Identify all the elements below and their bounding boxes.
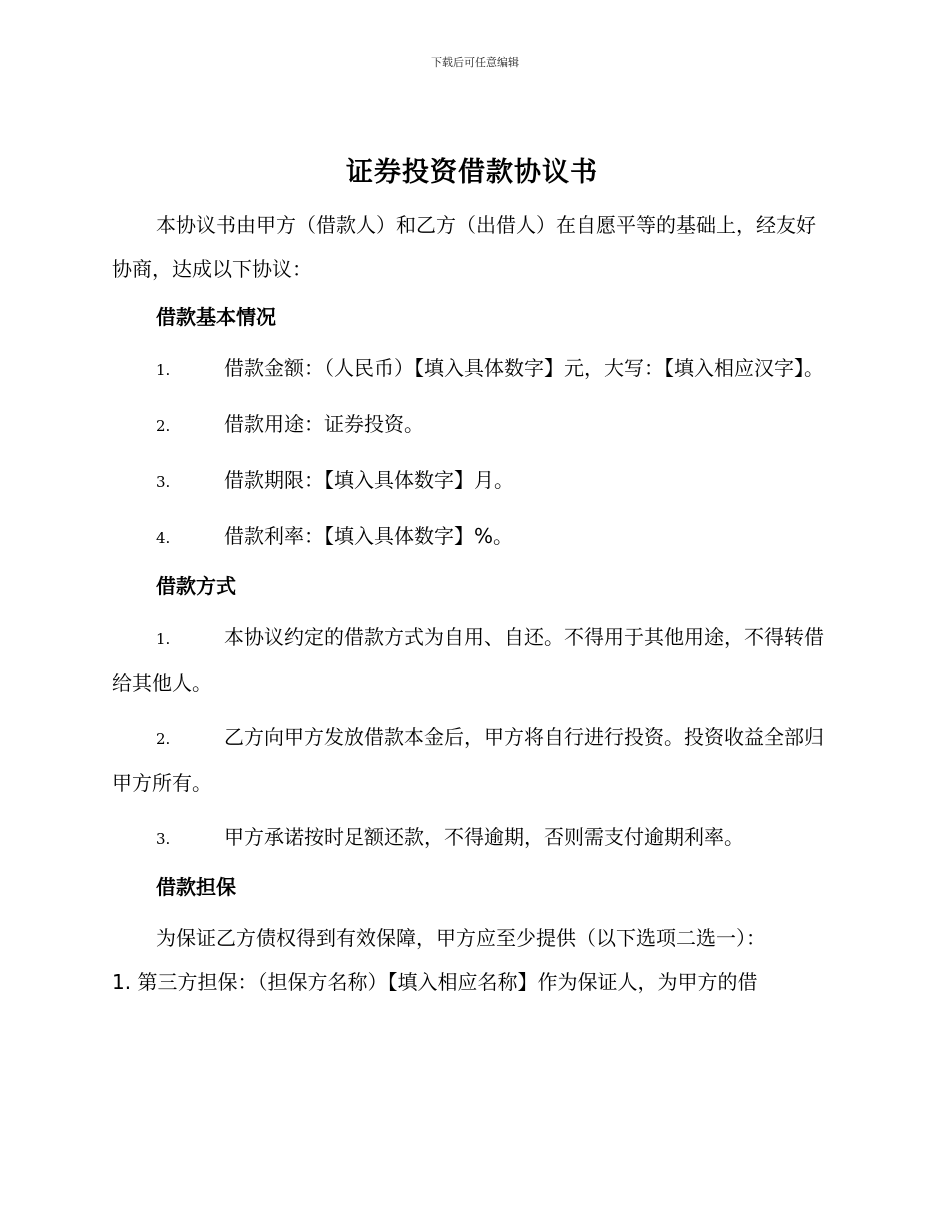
list-item xyxy=(112,346,832,392)
list-item-number: 1. xyxy=(156,361,171,379)
header-note: 下载后可任意编辑 xyxy=(431,56,519,69)
list-item-text: 乙方向甲方发放借款本金后，甲方将自行进行投资。投资收益全部归甲方所有。 xyxy=(112,725,824,795)
list-item xyxy=(112,514,832,560)
document-title: 证券投资借款协议书 xyxy=(346,157,598,188)
list-item-number: 4. xyxy=(156,529,171,547)
list-item xyxy=(112,615,832,705)
list-item xyxy=(112,815,832,861)
list-item xyxy=(112,715,832,805)
list-item-number: 1. xyxy=(156,630,171,648)
guarantee-intro: 为保证乙方债权得到有效保障，甲方应至少提供（以下选项二选一）： xyxy=(156,926,766,950)
list-item-number: 3. xyxy=(156,473,171,491)
list-item-text: 借款期限：【填入具体数字】月。 xyxy=(224,468,514,492)
list-item-text: 甲方承诺按时足额还款，不得逾期，否则需支付逾期利率。 xyxy=(224,825,744,849)
list-item xyxy=(112,458,832,504)
list-item-text: 本协议约定的借款方式为自用、自还。不得用于其他用途，不得转借给其他人。 xyxy=(112,625,824,695)
section-heading-method: 借款方式 xyxy=(156,574,236,598)
list-item-number: 2. xyxy=(156,730,171,748)
document-body xyxy=(112,150,832,1004)
section-heading-guarantee: 借款担保 xyxy=(156,875,236,899)
section-heading-basic: 借款基本情况 xyxy=(156,305,276,329)
list-item-text: 借款金额：（人民币）【填入具体数字】元，大写：【填入相应汉字】。 xyxy=(224,356,824,380)
list-item-number: 3. xyxy=(156,830,171,848)
intro-paragraph: 本协议书由甲方（借款人）和乙方（出借人）在自愿平等的基础上，经友好协商，达成以下协议： xyxy=(112,213,816,281)
list-item-text: 借款利率：【填入具体数字】%。 xyxy=(224,524,514,548)
list-item-number: 2. xyxy=(156,417,171,435)
guarantee-option-1: 1. 第三方担保：（担保方名称）【填入相应名称】作为保证人，为甲方的借 xyxy=(112,970,758,994)
list-item-text: 借款用途：证券投资。 xyxy=(224,412,424,436)
list-item xyxy=(112,402,832,448)
